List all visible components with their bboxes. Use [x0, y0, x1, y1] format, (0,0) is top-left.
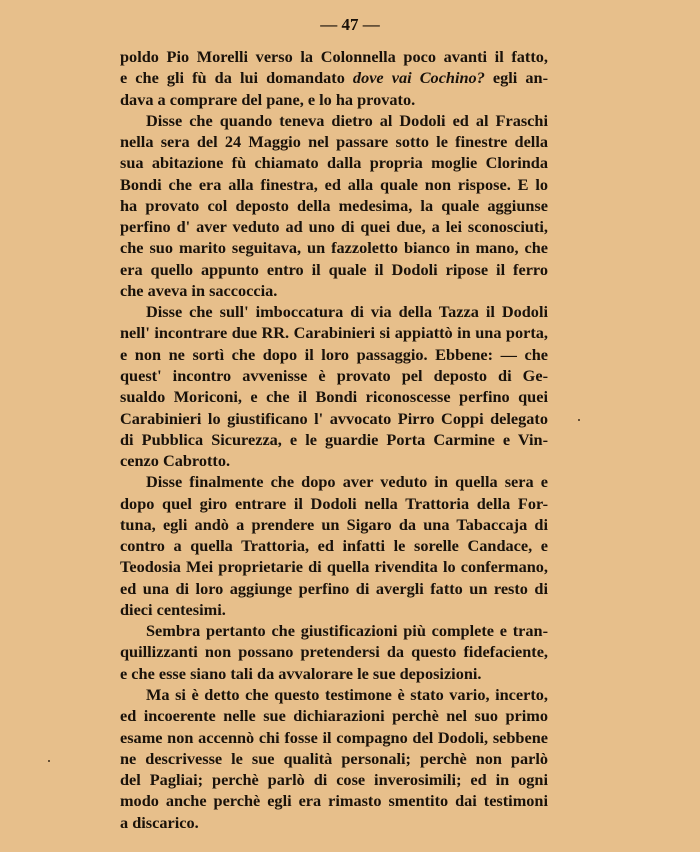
text-line: dopo quel giro entrare il Dodoli nella Trattoria della For- — [120, 493, 548, 513]
text-line: di Pubblica Sicurezza, e le guardie Porta Carmine e Vin- — [120, 429, 548, 449]
text-line: quillizzanti non possano pretendersi da questo fidefaciente, — [120, 642, 548, 662]
text-line: sua abitazione fù chiamato dalla propria moglie Clorinda — [120, 153, 548, 173]
text-line: a discarico. — [120, 812, 199, 832]
scan-speck — [48, 760, 50, 762]
text-line: che aveva in saccoccia. — [120, 280, 278, 300]
text-line: quest' incontro avvenisse è provato pel deposto di Ge- — [120, 365, 548, 385]
paragraph — [120, 471, 548, 620]
text-line: cenzo Cabrotto. — [120, 451, 231, 471]
paragraph — [120, 301, 548, 471]
italic-quote: dove vai Cochino? — [352, 68, 485, 88]
text-line: Disse finalmente che dopo aver veduto in quella sera e — [146, 472, 548, 492]
text-line: modo anche perchè egli era rimasto smentito dai testimoni — [120, 791, 548, 811]
text-line: Ma si è detto che questo testimone è stato vario, incerto, — [146, 684, 548, 704]
text-line: e che esse siano tali da avvalorare le sue deposizioni. — [120, 663, 482, 683]
text-line: esame non accennò chi fosse il compagno del Dodoli, sebbene — [120, 727, 548, 747]
paragraph — [120, 46, 548, 110]
text-line: Disse che sull' imboccatura di via della Tazza il Dodoli — [146, 302, 548, 322]
text-line: poldo Pio Morelli verso la Colonnella poco avanti il fatto, — [120, 47, 548, 66]
text-line: dieci centesimi. — [120, 599, 226, 619]
text-line: Teodosia Mei proprietarie di quella rivendita lo confermano, — [120, 557, 548, 577]
text-line: ha provato col deposto della medesima, la quale aggiunse — [120, 195, 548, 215]
text-line: ne descrivesse le sue qualità personali; perchè non parlò — [120, 748, 548, 768]
text-line: ed incoerente nelle sue dichiarazioni perchè nel suo primo — [120, 706, 548, 726]
text-line: tuna, egli andò a prendere un Sigaro da una Tabaccaja di — [120, 514, 548, 534]
text-line: sualdo Moriconi, e che il Bondi riconoscesse perfino quei — [120, 387, 548, 407]
text-segment: egli an- — [484, 68, 549, 88]
paragraph — [120, 110, 548, 301]
page-number: — 47 — — [320, 15, 380, 34]
text-line: era quello appunto entro il quale il Dodoli ripose il ferro — [120, 259, 548, 279]
text-line: Disse che quando teneva dietro al Dodoli ed al Fraschi — [146, 110, 548, 130]
scan-speck — [578, 419, 580, 421]
text-line — [120, 67, 548, 88]
text-line: ed una di loro aggiunge perfino di avergli fatto un resto di — [120, 578, 548, 598]
text-line: nella sera del 24 Maggio nel passare sotto le finestre della — [120, 132, 548, 152]
text-line: perfino d' aver veduto ad uno di quei due, a lei sconosciuti, — [120, 217, 548, 237]
text-line: dava a comprare del pane, e lo ha provato. — [120, 89, 416, 109]
text-line: nell' incontrare due RR. Carabinieri si appiattò in una porta, — [120, 323, 548, 343]
text-line: contro a quella Trattoria, ed infatti le sorelle Candace, e — [120, 536, 548, 556]
text-line: Sembra pertanto che giustificazioni più complete e tran- — [146, 621, 548, 641]
text-line: che suo marito seguitava, un fazzoletto bianco in mano, che — [120, 238, 548, 258]
paragraph — [120, 620, 548, 684]
text-line: del Pagliai; perchè parlò di cose inverosimili; ed in ogni — [120, 770, 548, 790]
body-text — [120, 46, 548, 833]
text-line: e non ne sortì che dopo il loro passaggio. Ebbene: — che — [120, 344, 548, 364]
text-line: Carabinieri lo giustificano l' avvocato Pirro Coppi delegato — [120, 408, 548, 428]
text-line: Bondi che era alla finestra, ed alla quale non rispose. E lo — [120, 174, 548, 194]
text-segment: e che gli fù da lui domandato — [120, 68, 353, 88]
paragraph — [120, 684, 548, 833]
